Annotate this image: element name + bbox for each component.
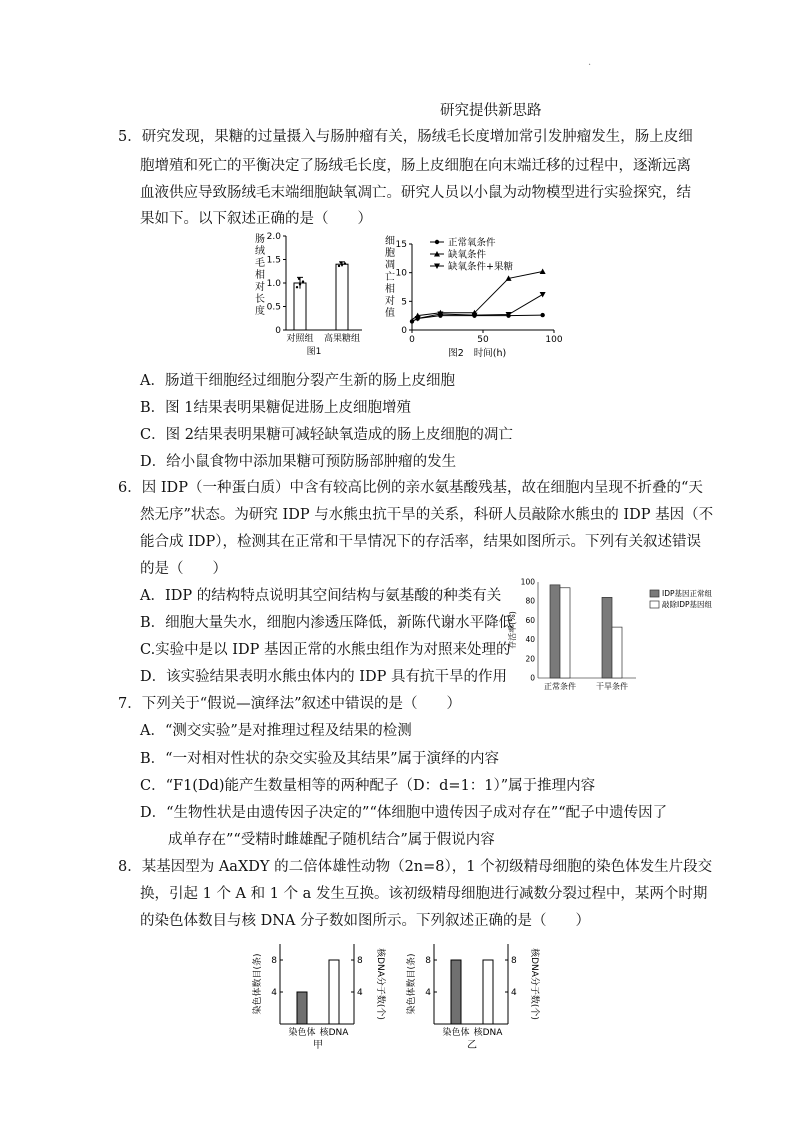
q6-category-label: 干旱条件	[596, 682, 628, 691]
q6-stem-line-2: 然无序”状态。为研究 IDP 与水熊虫抗干旱的关系，科研人员敲除水熊虫的 IDP 基因（不	[140, 507, 714, 523]
q8-bar	[483, 960, 493, 1024]
fig2-series-line	[412, 272, 543, 320]
q7-option-b: B．“一对相对性状的杂交实验及其结果”属于演绎的内容	[140, 751, 499, 767]
fig1-ylabel-char: 相	[255, 270, 265, 281]
q8-stem-line-2: 换，引起 1 个 A 和 1 个 a 发生互换。该初级精母细胞进行减数分裂过程中，某两个时期	[140, 886, 708, 902]
q5-option-d: D．给小鼠食物中添加果糖可预防肠部肿瘤的发生	[140, 454, 457, 470]
q6-chart	[508, 576, 748, 694]
fig1-data-point	[296, 286, 298, 288]
fig1-ylabel-char: 度	[255, 306, 265, 317]
fig2-ylabel-char: 胞	[385, 248, 395, 259]
fig1-data-point	[298, 278, 300, 280]
q8-bar	[297, 992, 307, 1024]
q8-bar	[451, 960, 461, 1024]
q6-y-tick-label: 40	[525, 635, 535, 645]
fig1	[238, 228, 378, 363]
q6-option-a: A．IDP 的结构特点说明其空间结构与氨基酸的种类有关	[140, 588, 502, 604]
q6-bar	[550, 585, 560, 678]
fig1-y-tick-label: 2.0	[266, 232, 281, 242]
q5-stem-line-3: 血液供应导致肠绒毛末端细胞缺氧凋亡。研究人员以小鼠为动物模型进行实验探究，结	[140, 185, 691, 201]
fig1-ylabel-char: 毛	[255, 258, 265, 269]
q5-option-c: C．图 2结果表明果糖可减轻缺氧造成的肠上皮细胞的凋亡	[140, 427, 513, 443]
q8-caption: 甲	[313, 1040, 323, 1051]
q8-left-tick-label: 8	[425, 956, 431, 966]
fig2-caption: 图2	[448, 348, 464, 359]
fig1-data-point	[344, 262, 346, 264]
fig2-y-tick-label: 5	[401, 297, 407, 308]
q8-right-tick-label: 4	[357, 988, 363, 998]
fig1-ylabel-char: 对	[255, 282, 265, 293]
fig1-bar	[336, 264, 348, 330]
fig2-data-point	[540, 269, 546, 275]
fig2-x-tick-label: 0	[409, 335, 415, 345]
fig2-ylabel-char: 细	[385, 236, 395, 247]
fig2-y-tick-label: 0	[401, 326, 407, 336]
fig2	[382, 232, 572, 367]
q6-figure	[508, 576, 748, 694]
fig2-ylabel-char: 相	[385, 284, 395, 295]
fig1-chart	[238, 228, 378, 363]
fig2-ylabel-char: 亡	[385, 272, 395, 283]
fig1-data-point	[299, 283, 301, 285]
fig1-y-tick-label: 0.5	[266, 302, 281, 313]
fig1-data-point	[338, 265, 340, 267]
fig1-bar	[294, 283, 306, 330]
fig2-ylabel-char: 对	[385, 296, 395, 307]
fig1-ylabel-char: 肠	[255, 234, 265, 245]
fig2-y-tick-label: 10	[395, 268, 407, 279]
q8-chart-yi	[404, 936, 544, 1056]
q8-left-tick-label: 4	[271, 988, 277, 998]
fig1-caption: 图1	[306, 347, 322, 357]
q6-bar	[602, 597, 612, 678]
fig2-y-tick-label: 15	[395, 240, 407, 250]
q8-right-tick-label: 8	[357, 956, 363, 966]
fig1-category-label: 对照组	[286, 334, 314, 344]
q6-legend-label: IDP基因正常组	[662, 589, 713, 598]
q7-option-a: A．“测交实验”是对推理过程及结果的检测	[140, 723, 412, 739]
q6-legend-label: 敲除IDP基因组	[662, 600, 713, 609]
q8-stem-line-3: 的染色体数目与核 DNA 分子数如图所示。下列叙述正确的是（ ）	[140, 913, 591, 929]
fig2-x-tick-label: 100	[545, 335, 563, 345]
q6-stem-line-4: 的是（ ）	[140, 561, 227, 577]
fig2-legend-label: 缺氧条件+果糖	[448, 261, 513, 273]
q8-figure-yi	[404, 936, 544, 1056]
q6-stem-line-1: 6．因 IDP（一种蛋白质）中含有较高比例的亲水氨基酸残基，故在细胞内呈现不折叠的“天	[118, 480, 703, 496]
q8-chart-jia	[250, 936, 390, 1056]
fig2-data-point	[410, 319, 414, 323]
q6-y-tick-label: 0	[530, 673, 535, 683]
q8-left-tick-label: 8	[271, 956, 277, 966]
q5-option-b: B．图 1结果表明果糖促进肠上皮细胞增殖	[140, 400, 411, 416]
q6-option-d: D．该实验结果表明水熊虫体内的 IDP 具有抗干旱的作用	[140, 669, 507, 685]
q6-bar	[612, 627, 622, 678]
fig1-y-tick-label: 1.5	[266, 255, 281, 266]
q6-y-tick-label: 60	[525, 615, 535, 625]
fig1-data-point	[302, 280, 304, 282]
q8-left-tick-label: 4	[425, 988, 431, 998]
q7-option-d-line-1: D．“生物性状是由遗传因子决定的”“体细胞中遗传因子成对存在”“配子中遗传因了	[140, 805, 668, 821]
q6-option-b: B．细胞大量失水，细胞内渗透压降低，新陈代谢水平降低	[140, 615, 514, 631]
q6-legend-swatch	[650, 590, 659, 597]
q8-right-tick-label: 8	[511, 956, 517, 966]
fig2-ylabel-char: 凋	[385, 260, 395, 271]
page-marker-dot: ·	[588, 60, 592, 71]
fig2-data-point	[540, 313, 544, 317]
q5-option-a: A．肠道干细胞经过细胞分裂产生新的肠上皮细胞	[140, 373, 455, 389]
q7-option-c: C．“F1(Dd)能产生数量相等的两种配子（D：d=1：1）”属于推理内容	[140, 778, 596, 794]
fig1-y-tick-label: 0	[275, 326, 281, 336]
q6-y-tick-label: 80	[525, 596, 535, 606]
q6-stem-line-3: 能合成 IDP），检测其在正常和干旱情况下的存活率，结果如图所示。下列有关叙述错误	[140, 534, 701, 550]
fig1-ylabel-char: 绒	[255, 246, 265, 257]
q5-stem-line-1: 5．研究发现，果糖的过量摄入与肠肿瘤有关，肠绒毛长度增加常引发肿瘤发生，肠上皮细	[118, 129, 693, 145]
q8-left-axis-label: 染色体数目(条)	[407, 953, 417, 1015]
fig2-legend-marker	[435, 240, 439, 244]
q8-category-label: 染色体	[442, 1028, 470, 1038]
fig1-data-point	[340, 261, 342, 263]
q5-stem-line-2: 胞增殖和死亡的平衡决定了肠绒毛长度，肠上皮细胞在向末端迁移的过程中，逐渐远离	[140, 158, 691, 174]
fig2-ylabel-char: 值	[385, 308, 395, 319]
q8-caption: 乙	[467, 1040, 477, 1051]
q8-right-axis-label: 核DNA分子数(个)	[529, 948, 539, 1020]
q8-stem-line-1: 8．某基因型为 AaXDY 的二倍体雄性动物（2n=8），1 个初级精母细胞的染色体发生片段交	[118, 859, 713, 875]
q7-option-d-line-2: 成单存在”“受精时雌雄配子随机结合”属于假说内容	[168, 832, 495, 848]
q8-category-label: 染色体	[288, 1028, 316, 1038]
q8-right-axis-label: 核DNA分子数(个)	[375, 948, 385, 1020]
fig2-chart	[382, 232, 572, 367]
q8-right-tick-label: 4	[511, 988, 517, 998]
q6-ylabel: 存活率(%)	[508, 611, 517, 649]
q8-category-label: 核DNA	[473, 1028, 503, 1038]
fig1-category-label: 高果糖组	[323, 334, 361, 344]
q6-bar	[560, 588, 570, 678]
q6-legend-swatch	[650, 601, 659, 608]
header-fragment: 研究提供新思路	[440, 103, 542, 119]
q8-figure-jia	[250, 936, 390, 1056]
q5-stem-line-4: 果如下。以下叙述正确的是（ ）	[140, 211, 372, 227]
fig2-legend-label: 缺氧条件	[448, 249, 487, 261]
fig2-x-tick-label: 50	[477, 335, 489, 345]
fig2-series-line	[412, 294, 543, 321]
fig2-legend-label: 正常氧条件	[448, 237, 496, 249]
fig1-ylabel-char: 长	[255, 294, 265, 305]
q8-category-label: 核DNA	[319, 1028, 349, 1038]
q8-left-axis-label: 染色体数目(条)	[253, 953, 263, 1015]
q7-stem: 7．下列关于“假说—演绎法”叙述中错误的是（ ）	[118, 696, 462, 712]
q6-y-tick-label: 20	[525, 654, 535, 664]
fig2-data-point	[540, 292, 546, 298]
fig1-data-point	[341, 264, 343, 266]
fig2-xlabel: 时间(h)	[473, 348, 507, 359]
q8-bar	[329, 960, 339, 1024]
q6-y-tick-label: 100	[520, 577, 535, 587]
q6-option-c: C.实验中是以 IDP 基因正常的水熊虫组作为对照来处理的	[140, 642, 511, 658]
fig1-y-tick-label: 1.0	[266, 279, 281, 289]
q6-category-label: 正常条件	[544, 682, 576, 691]
